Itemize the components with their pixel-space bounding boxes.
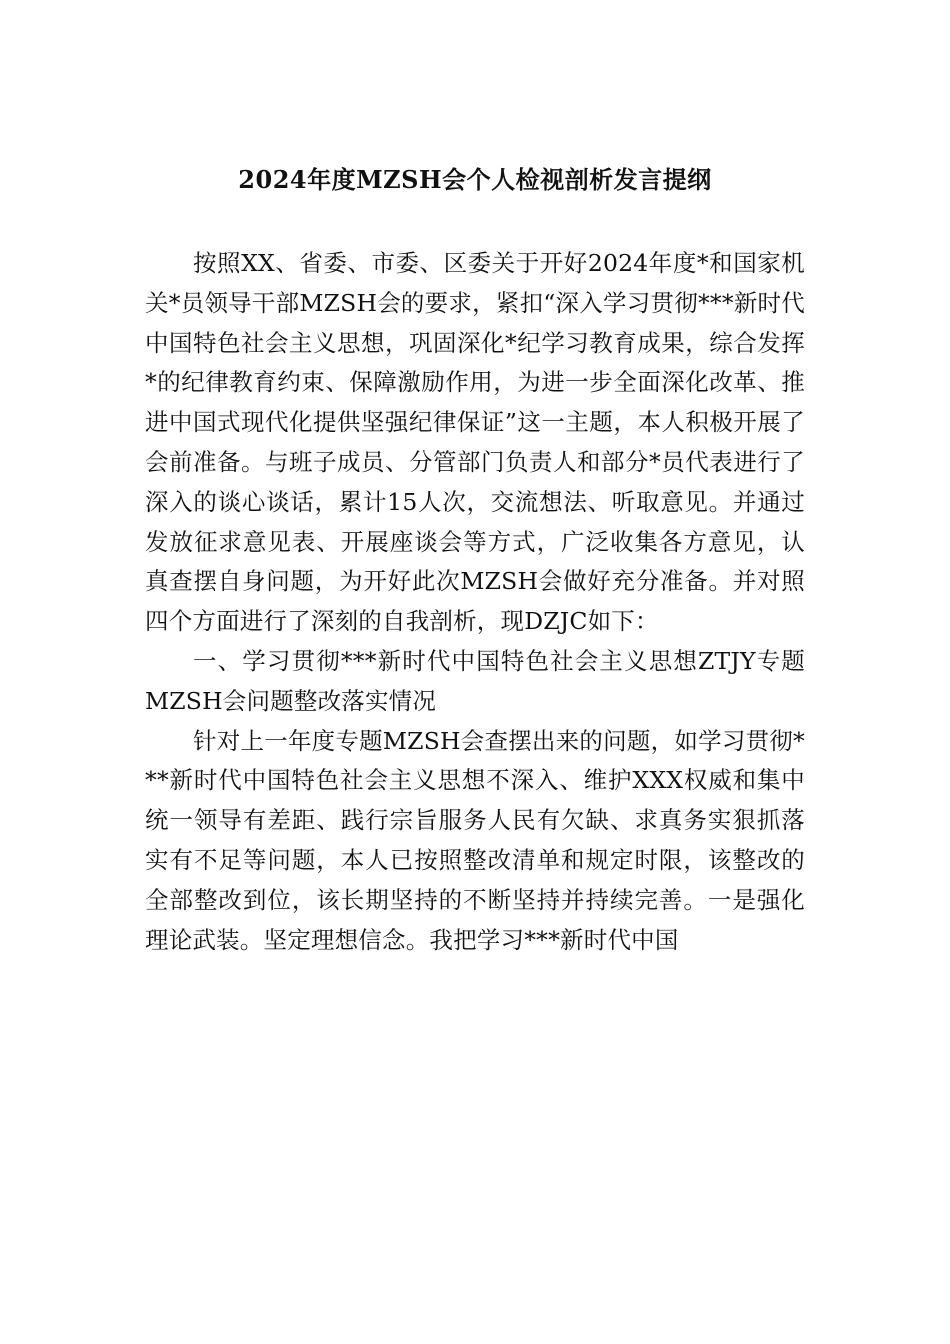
paragraph-section-1: 针对上一年度专题MZSH会查摆出来的问题，如学习贯彻***新时代中国特色社会主义思想不深入、维护XXX权威和集中统一领导有差距、践行宗旨服务人民有欠缺、求真务实狠抓落实有不足等问题，本人已按照整改清单和规定时限，该整改的全部整改到位，该长期坚持的不断坚持并持续完善。一是强化理论武装。坚定理想信念。我把学习***新时代中国: [145, 726, 805, 954]
document-title: 2024年度MZSH会个人检视剖析发言提纲: [238, 165, 712, 194]
section-heading-1: 一、学习贯彻***新时代中国特色社会主义思想ZTJY专题MZSH会问题整改落实情况: [145, 646, 805, 715]
document-body: [145, 244, 805, 960]
paragraph-intro: 按照XX、省委、市委、区委关于开好2024年度*和国家机关*员领导干部MZSH会的要求，紧扣“深入学习贯彻***新时代中国特色社会主义思想，巩固深化*纪学习教育成果，综合发挥*的纪律教育约束、保障激励作用，为进一步全面深化改革、推进中国式现代化提供坚强纪律保证”这一主题，本人积极开展了会前准备。与班子成员、分管部门负责人和部分*员代表进行了深入的谈心谈话，累计15人次，交流想法、听取意见。并通过发放征求意见表、开展座谈会等方式，广泛收集各方意见，认真查摆自身问题，为开好此次MZSH会做好充分准备。并对照四个方面进行了深刻的自我剖析，现DZJC如下：: [145, 249, 805, 636]
